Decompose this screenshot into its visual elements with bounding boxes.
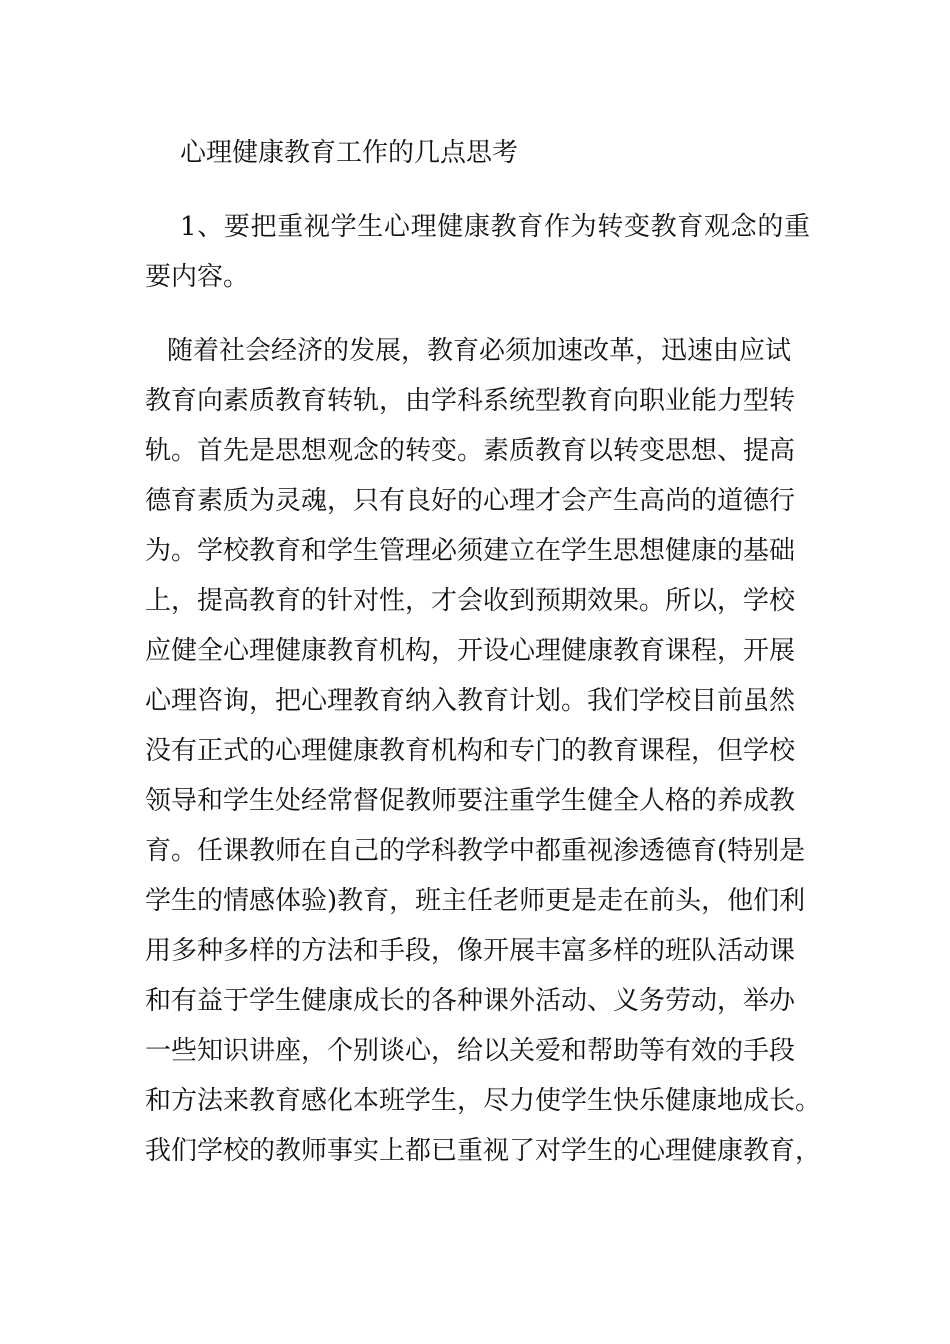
paragraph-line: 和有益于学生健康成长的各种课外活动、义务劳动，举办 [145, 986, 796, 1016]
paragraph-line: 为。学校教育和学生管理必须建立在学生思想健康的基础 [145, 536, 796, 566]
body-paragraph [145, 326, 822, 1176]
paragraph-line: 学生的情感体验)教育，班主任老师更是走在前头，他们利 [145, 886, 806, 916]
paragraph-line: 和方法来教育感化本班学生，尽力使学生快乐健康地成长。 [145, 1086, 822, 1116]
document-body [145, 128, 822, 1176]
paragraph-line: 上，提高教育的针对性，才会收到预期效果。所以，学校 [145, 586, 796, 616]
paragraph-line: 我们学校的教师事实上都已重视了对学生的心理健康教育， [145, 1136, 822, 1166]
paragraph-line: 应健全心理健康教育机构，开设心理健康教育课程，开展 [145, 636, 796, 666]
paragraph-line: 轨。首先是思想观念的转变。素质教育以转变思想、提高 [145, 436, 796, 466]
paragraph-line: 教育向素质教育转轨，由学科系统型教育向职业能力型转 [145, 386, 796, 416]
paragraph-line: 随着社会经济的发展，教育必须加速改革，迅速由应试 [167, 336, 792, 366]
paragraph-line: 用多种多样的方法和手段，像开展丰富多样的班队活动课 [145, 936, 796, 966]
paragraph-line: 德育素质为灵魂，只有良好的心理才会产生高尚的道德行 [145, 486, 796, 516]
paragraph-line: 心理咨询，把心理教育纳入教育计划。我们学校目前虽然 [145, 686, 796, 716]
paragraph-line: 一些知识讲座，个别谈心，给以关爱和帮助等有效的手段 [145, 1036, 796, 1066]
document-title: 心理健康教育工作的几点思考 [180, 138, 519, 168]
paragraph-line: 领导和学生处经常督促教师要注重学生健全人格的养成教 [145, 786, 796, 816]
paragraph-line: 没有正式的心理健康教育机构和专门的教育课程，但学校 [145, 736, 796, 766]
paragraph-line: 育。任课教师在自己的学科教学中都重视渗透德育(特别是 [145, 836, 806, 866]
section-heading: 1、要把重视学生心理健康教育作为转变教育观念的重要内容。 [145, 212, 810, 292]
